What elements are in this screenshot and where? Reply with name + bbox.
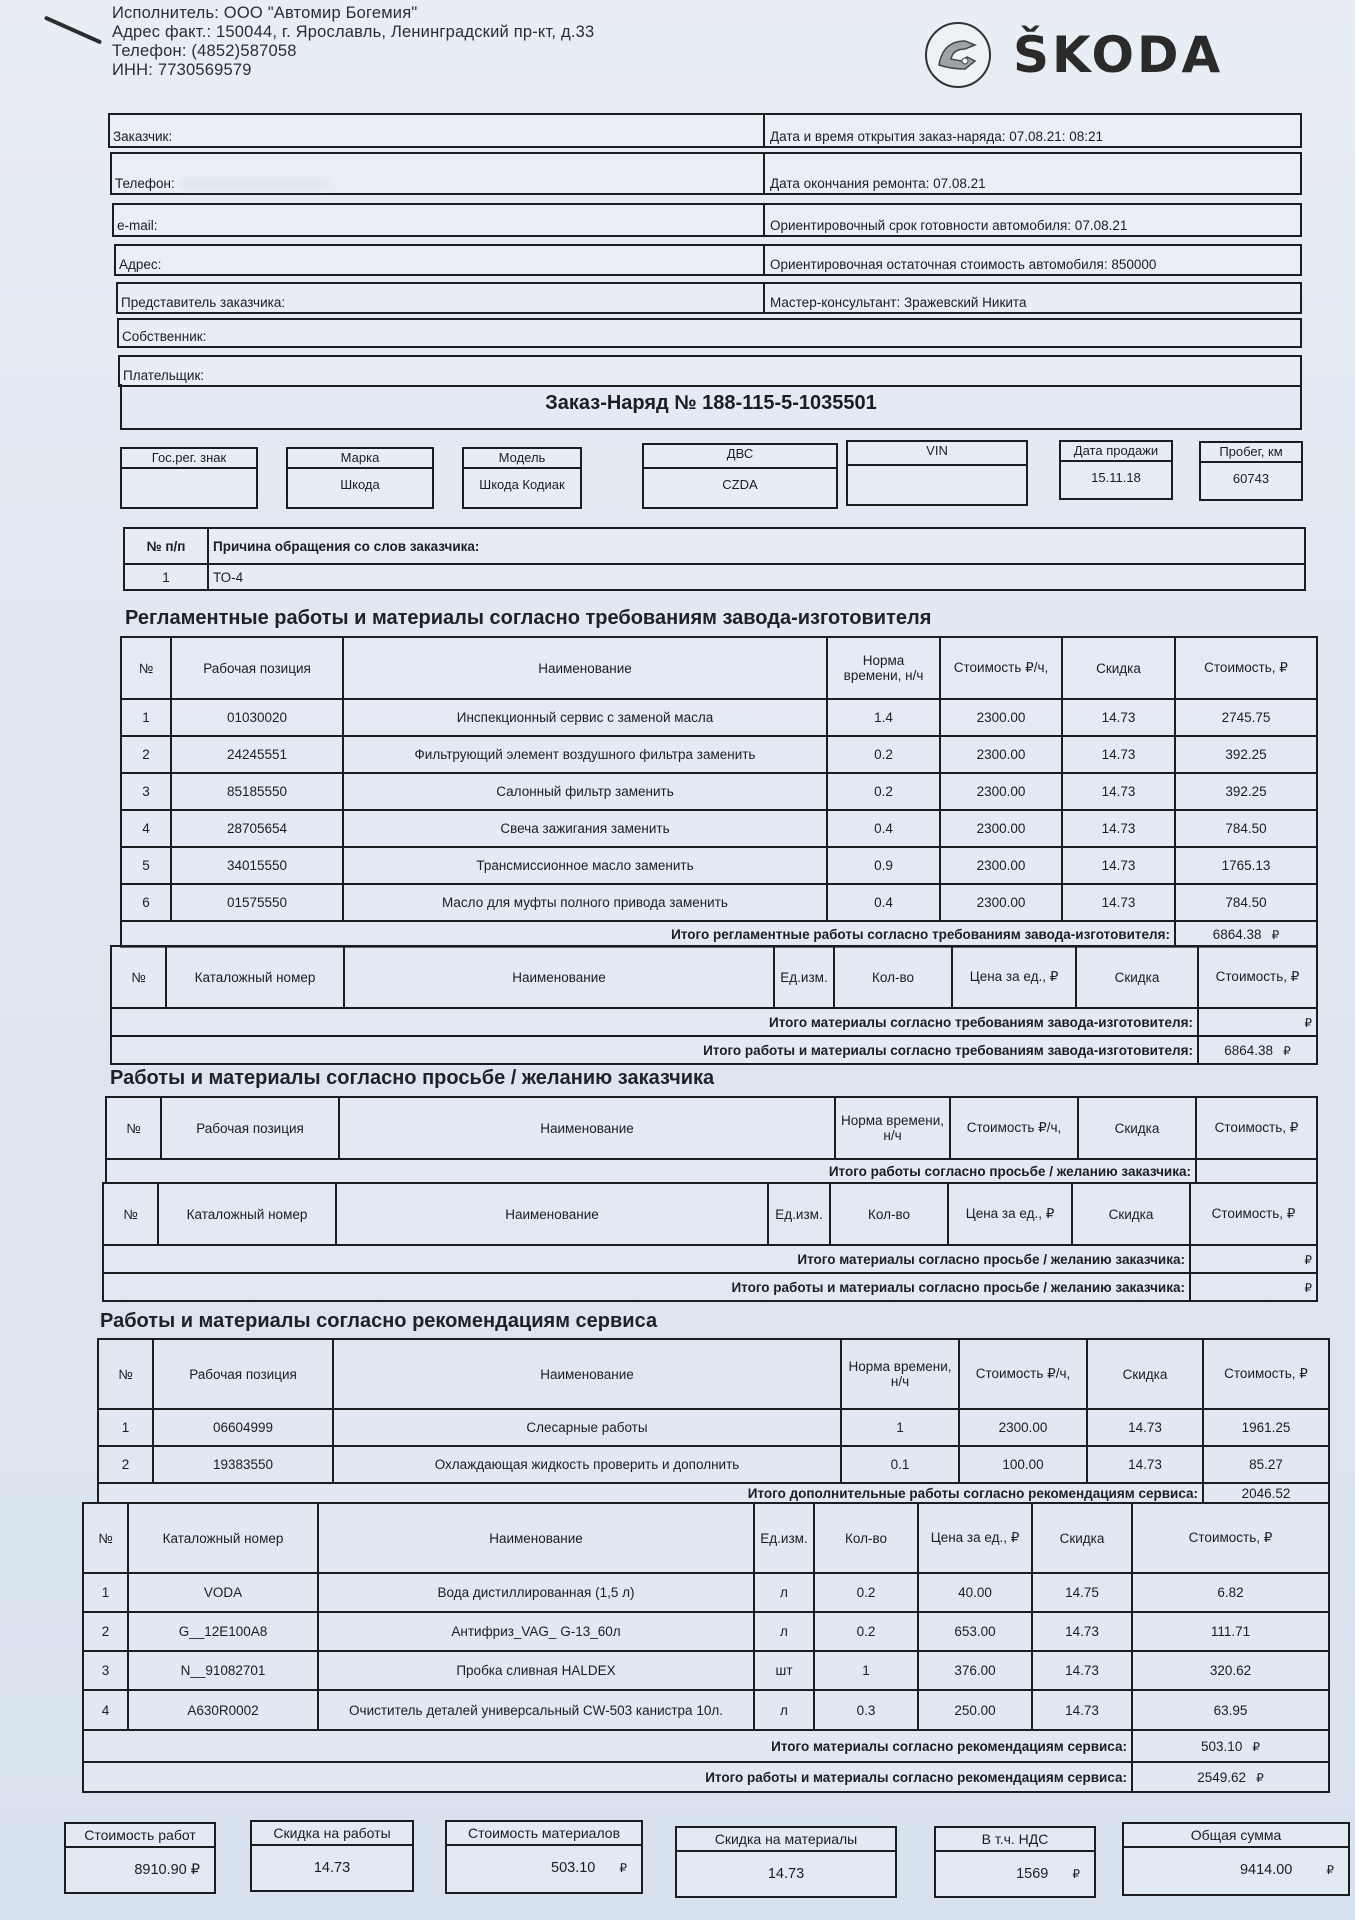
grand-total-row (103, 1273, 1317, 1301)
column-header: Кол-во (830, 1183, 948, 1245)
table-cell: 6 (121, 884, 171, 921)
table-cell: 14.73 (1062, 773, 1175, 810)
ruble-sign: ₽ (1326, 1863, 1334, 1877)
column-header: Наименование (318, 1503, 754, 1573)
ruble-sign: ₽ (1271, 927, 1280, 942)
master-consultant: Мастер-консультант: Зражевский Никита (770, 295, 1027, 310)
column-header: № (98, 1339, 153, 1409)
table-cell: 14.73 (1062, 736, 1175, 773)
reason-table (123, 527, 1306, 591)
table-header-row (121, 637, 1317, 699)
table-cell: 784.50 (1175, 884, 1317, 921)
table-cell: л (754, 1612, 814, 1651)
email-label: e-mail: (117, 218, 158, 233)
table-cell: 01575550 (171, 884, 343, 921)
table-cell: л (754, 1690, 814, 1730)
table-cell: Итого работы и материалы согласно рекомендациям сервиса: (83, 1762, 1132, 1792)
table-cell: 0.3 (814, 1690, 918, 1730)
ruble-sign: ₽ (1283, 1043, 1291, 1058)
column-header: Каталожный номер (158, 1183, 336, 1245)
table-cell: 24245551 (171, 736, 343, 773)
column-header: Цена за ед., ₽ (948, 1183, 1072, 1245)
table-cell: 2745.75 (1175, 699, 1317, 736)
vat-value: 1569 (1016, 1866, 1049, 1882)
grand-total-row (83, 1762, 1329, 1792)
table-row (121, 699, 1317, 736)
column-header: Цена за ед., ₽ (918, 1503, 1032, 1573)
section2-materials-table (102, 1182, 1318, 1302)
skoda-arrow-logo-icon (925, 22, 991, 88)
works-discount-label: Скидка на работы (252, 1822, 412, 1846)
table-cell: 6.82 (1132, 1573, 1329, 1612)
pen-mark (44, 16, 102, 45)
table-cell: Итого материалы согласно рекомендациям сервиса: (83, 1730, 1132, 1762)
table-cell: 0.1 (841, 1446, 959, 1483)
sale-date-value: 15.11.18 (1091, 470, 1141, 485)
table-cell: Трансмиссионное масло заменить (343, 847, 827, 884)
owner-label: Собственник: (122, 329, 207, 344)
table-row (83, 1651, 1329, 1690)
works-cost-value: 8910.90 (134, 1862, 187, 1878)
executor-info (112, 4, 594, 80)
table-cell (1196, 1159, 1317, 1183)
column-header: Рабочая позиция (153, 1339, 333, 1409)
column-header: Норма времени, н/ч (841, 1339, 959, 1409)
model-value: Шкода Кодиак (479, 477, 565, 492)
ruble-sign: ₽ (1304, 1280, 1312, 1295)
table-cell: Масло для муфты полного привода заменить (343, 884, 827, 921)
column-header: № (121, 637, 171, 699)
column-header: Стоимость, ₽ (1196, 1097, 1317, 1159)
table-cell: A630R0002 (128, 1690, 318, 1730)
table-row (98, 1409, 1329, 1446)
table-cell: 1 (83, 1573, 128, 1612)
representative-label: Представитель заказчика: (121, 295, 286, 310)
section2-works-table (105, 1096, 1318, 1184)
table-cell: л (754, 1573, 814, 1612)
sale-date-box (1059, 440, 1173, 500)
table-header-row (83, 1503, 1329, 1573)
column-header: Кол-во (834, 946, 952, 1008)
column-header: Стоимость, ₽ (1203, 1339, 1329, 1409)
table-row (83, 1690, 1329, 1730)
column-header: Скидка (1072, 1183, 1190, 1245)
table-cell: 111.71 (1132, 1612, 1329, 1651)
works-total-row (98, 1483, 1329, 1503)
column-header: Рабочая позиция (171, 637, 343, 699)
table-cell: 3 (121, 773, 171, 810)
section1-materials-table (110, 945, 1318, 1065)
executor-name: Исполнитель: ООО "Автомир Богемия" (112, 4, 418, 22)
column-header: Стоимость ₽/ч, (940, 637, 1062, 699)
engine-box (642, 443, 838, 509)
table-header-row (103, 1183, 1317, 1245)
table-cell: 100.00 (959, 1446, 1087, 1483)
column-header: Скидка (1087, 1339, 1203, 1409)
table-cell: 2300.00 (940, 736, 1062, 773)
table-row (121, 736, 1317, 773)
ruble-sign: ₽ (1252, 1739, 1260, 1754)
table-cell: 2046.52 (1203, 1483, 1329, 1503)
vin-box (846, 440, 1028, 506)
works-total-row (121, 921, 1317, 947)
vin-value (848, 466, 1026, 474)
materials-total-row (83, 1730, 1329, 1762)
model-label: Модель (464, 449, 580, 469)
phone-label: Телефон: (115, 176, 329, 191)
table-cell: Итого работы и материалы согласно просьбе / желанию заказчика: (103, 1273, 1190, 1301)
table-cell: 392.25 (1175, 736, 1317, 773)
table-cell: 6864.38 ₽ (1198, 1036, 1317, 1064)
model-box (462, 447, 582, 509)
table-cell: Слесарные работы (333, 1409, 841, 1446)
vat-box (934, 1826, 1096, 1898)
ruble-sign: ₽ (1304, 1252, 1312, 1267)
table-header-row (98, 1339, 1329, 1409)
column-header: Каталожный номер (128, 1503, 318, 1573)
table-row (121, 884, 1317, 921)
table-cell: 4 (121, 810, 171, 847)
owner-row (117, 318, 1302, 348)
section1-title: Регламентные работы и материалы согласно требованиям завода-изготовителя (125, 607, 932, 629)
table-cell: 2300.00 (940, 810, 1062, 847)
table-cell: 14.73 (1087, 1446, 1203, 1483)
column-header: Скидка (1078, 1097, 1196, 1159)
total-label: Общая сумма (1124, 1824, 1348, 1848)
reason-num-header: № п/п (124, 528, 208, 564)
materials-total-row (103, 1245, 1317, 1273)
table-cell: Охлаждающая жидкость проверить и дополнить (333, 1446, 841, 1483)
ruble-sign: ₽ (1072, 1867, 1080, 1881)
table-cell: 0.2 (827, 773, 940, 810)
executor-inn: ИНН: 7730569579 (112, 61, 252, 79)
table-cell: 250.00 (918, 1690, 1032, 1730)
materials-discount-box (675, 1826, 897, 1898)
brand-value: Шкода (340, 477, 380, 492)
materials-cost-value: 503.10 (551, 1860, 596, 1876)
sale-date-label: Дата продажи (1061, 442, 1171, 462)
table-cell: 01030020 (171, 699, 343, 736)
column-header: Наименование (333, 1339, 841, 1409)
column-header: Наименование (336, 1183, 768, 1245)
table-row (121, 773, 1317, 810)
ruble-sign: ₽ (1304, 1015, 1312, 1030)
table-cell: Свеча зажигания заменить (343, 810, 827, 847)
table-cell: 28705654 (171, 810, 343, 847)
ruble-sign: ₽ (619, 1861, 627, 1875)
column-header: Кол-во (814, 1503, 918, 1573)
column-header: Ед.изм. (754, 1503, 814, 1573)
address-label: Адрес: (119, 257, 162, 272)
table-cell: 0.4 (827, 810, 940, 847)
engine-value: CZDA (722, 477, 758, 492)
reason-row (124, 564, 1305, 590)
table-cell (1198, 1008, 1317, 1036)
customer-label: Заказчик: (113, 129, 173, 144)
payer-label: Плательщик: (123, 368, 205, 383)
works-total-value: 6864.38 (1212, 926, 1262, 942)
table-cell: Итого материалы согласно требованиям завода-изготовителя: (111, 1008, 1198, 1036)
mileage-label: Пробег, км (1201, 443, 1301, 463)
table-cell: 392.25 (1175, 773, 1317, 810)
column-header: Цена за ед., ₽ (952, 946, 1076, 1008)
phone-row (110, 152, 1302, 195)
materials-total-row (111, 1008, 1317, 1036)
table-cell: 653.00 (918, 1612, 1032, 1651)
column-header: Скидка (1076, 946, 1198, 1008)
table-cell: 2300.00 (940, 884, 1062, 921)
table-cell: 1 (98, 1409, 153, 1446)
table-cell: 784.50 (1175, 810, 1317, 847)
table-row (121, 810, 1317, 847)
table-cell: 2 (98, 1446, 153, 1483)
table-cell: 40.00 (918, 1573, 1032, 1612)
column-header: Стоимость, ₽ (1175, 637, 1317, 699)
table-cell: Итого дополнительные работы согласно рекомендациям сервиса: (98, 1483, 1203, 1503)
table-cell: 14.73 (1062, 847, 1175, 884)
table-cell: 5 (121, 847, 171, 884)
table-cell: 63.95 (1132, 1690, 1329, 1730)
logo-wordmark: ŠKODA (1013, 26, 1224, 84)
executor-phone: Телефон: (4852)587058 (112, 42, 297, 60)
column-header: Наименование (343, 637, 827, 699)
works-total-row (106, 1159, 1317, 1183)
table-cell: Антифриз_VAG_ G-13_60л (318, 1612, 754, 1651)
plate-label: Гос.рег. знак (122, 449, 256, 469)
section3-materials-table (82, 1502, 1330, 1793)
table-cell: 0.2 (814, 1573, 918, 1612)
table-cell: 1.4 (827, 699, 940, 736)
table-cell: 503.10 ₽ (1132, 1730, 1329, 1762)
plate-value (122, 469, 256, 477)
column-header: Ед.изм. (768, 1183, 830, 1245)
table-cell: 14.73 (1032, 1612, 1132, 1651)
plate-box (120, 447, 258, 509)
table-cell: 34015550 (171, 847, 343, 884)
reason-header: Причина обращения со слов заказчика: (208, 528, 1305, 564)
payer-row (118, 355, 1302, 387)
column-header: № (106, 1097, 161, 1159)
table-cell: 2300.00 (940, 699, 1062, 736)
works-discount-box (250, 1820, 414, 1892)
repair-end-date: Дата окончания ремонта: 07.08.21 (770, 176, 986, 191)
table-cell: 1 (841, 1409, 959, 1446)
engine-label: ДВС (644, 445, 836, 469)
table-cell: 19383550 (153, 1446, 333, 1483)
works-discount-value: 14.73 (313, 1860, 351, 1876)
brand-label: Марка (288, 449, 432, 469)
mileage-box (1199, 441, 1303, 501)
ruble-sign: ₽ (1256, 1770, 1264, 1785)
column-header: Рабочая позиция (161, 1097, 339, 1159)
vat-label: В т.ч. НДС (936, 1828, 1094, 1852)
table-cell: 0.9 (827, 847, 940, 884)
table-cell: Итого материалы согласно просьбе / желанию заказчика: (103, 1245, 1190, 1273)
column-header: Стоимость ₽/ч, (959, 1339, 1087, 1409)
works-cost-label: Стоимость работ (66, 1824, 214, 1848)
table-cell (1175, 921, 1317, 947)
residual-value: Ориентировочная остаточная стоимость автомобиля: 850000 (770, 257, 1157, 272)
table-cell: 0.2 (814, 1612, 918, 1651)
table-cell: Вода дистиллированная (1,5 л) (318, 1573, 754, 1612)
table-cell: Итого работы согласно просьбе / желанию заказчика: (106, 1159, 1196, 1183)
brand-box (286, 447, 434, 509)
table-row (83, 1573, 1329, 1612)
table-cell: 85185550 (171, 773, 343, 810)
mileage-value: 60743 (1232, 471, 1270, 486)
column-header: № (83, 1503, 128, 1573)
materials-discount-label: Скидка на материалы (677, 1828, 895, 1852)
column-header: Ед.изм. (774, 946, 834, 1008)
table-cell: 1 (124, 564, 208, 590)
table-cell: 376.00 (918, 1651, 1032, 1690)
table-cell: 2 (83, 1612, 128, 1651)
table-cell: N__91082701 (128, 1651, 318, 1690)
table-cell: 14.75 (1032, 1573, 1132, 1612)
column-header: Наименование (344, 946, 774, 1008)
table-cell: 14.73 (1062, 810, 1175, 847)
table-header-row (106, 1097, 1317, 1159)
column-header: Стоимость, ₽ (1198, 946, 1317, 1008)
table-cell: шт (754, 1651, 814, 1690)
vin-label: VIN (848, 442, 1026, 466)
ruble-sign: ₽ (190, 1862, 200, 1878)
skoda-logo (925, 22, 1223, 88)
column-header: Стоимость ₽/ч, (950, 1097, 1078, 1159)
column-header: № (103, 1183, 158, 1245)
table-cell: 14.73 (1032, 1651, 1132, 1690)
section3-works-table (97, 1338, 1330, 1504)
table-cell: Итого работы и материалы согласно требованиям завода-изготовителя: (111, 1036, 1198, 1064)
table-cell: Очиститель деталей универсальный CW-503 канистра 10л. (318, 1690, 754, 1730)
table-cell: 06604999 (153, 1409, 333, 1446)
table-cell: 14.73 (1062, 884, 1175, 921)
section2-title: Работы и материалы согласно просьбе / желанию заказчика (110, 1067, 715, 1089)
table-cell: 0.4 (827, 884, 940, 921)
table-cell: Инспекционный сервис с заменой масла (343, 699, 827, 736)
section3-title: Работы и материалы согласно рекомендациям сервиса (100, 1310, 658, 1332)
total-value: 9414.00 (1239, 1862, 1293, 1878)
customer-row (108, 113, 1302, 148)
table-cell (1190, 1273, 1317, 1301)
table-cell: 2 (121, 736, 171, 773)
address-row (114, 244, 1302, 276)
table-cell: 2300.00 (959, 1409, 1087, 1446)
table-cell: 85.27 (1203, 1446, 1329, 1483)
table-cell: 1765.13 (1175, 847, 1317, 884)
table-cell: 4 (83, 1690, 128, 1730)
section1-works-table (120, 636, 1318, 948)
column-header: Наименование (339, 1097, 835, 1159)
ready-date: Ориентировочный срок готовности автомобиля: 07.08.21 (770, 218, 1128, 233)
open-datetime: Дата и время открытия заказ-наряда: 07.08.21: 08:21 (770, 129, 1104, 144)
table-cell: VODA (128, 1573, 318, 1612)
table-cell: ТО-4 (208, 564, 1305, 590)
column-header: Стоимость, ₽ (1190, 1183, 1317, 1245)
table-cell: 1961.25 (1203, 1409, 1329, 1446)
table-row (83, 1612, 1329, 1651)
table-cell: 1 (121, 699, 171, 736)
column-header: Скидка (1032, 1503, 1132, 1573)
column-header: Стоимость, ₽ (1132, 1503, 1329, 1573)
table-cell: 2549.62 ₽ (1132, 1762, 1329, 1792)
table-cell: Пробка сливная HALDEX (318, 1651, 754, 1690)
table-cell: Итого регламентные работы согласно требованиям завода-изготовителя: (121, 921, 1175, 947)
column-header: Норма времени, н/ч (835, 1097, 950, 1159)
table-cell: Салонный фильтр заменить (343, 773, 827, 810)
table-cell: 14.73 (1032, 1690, 1132, 1730)
table-row (98, 1446, 1329, 1483)
materials-cost-box (445, 1820, 643, 1894)
column-header: Норма времени, н/ч (827, 637, 940, 699)
materials-discount-value: 14.73 (767, 1866, 805, 1882)
executor-address: Адрес факт.: 150044, г. Ярославль, Ленинградский пр-кт, д.33 (112, 23, 595, 41)
table-cell: 0.2 (827, 736, 940, 773)
redacted-phone (179, 178, 329, 190)
materials-cost-label: Стоимость материалов (447, 1822, 641, 1846)
grand-total-row (111, 1036, 1317, 1064)
table-cell: G__12E100A8 (128, 1612, 318, 1651)
table-cell: 14.73 (1087, 1409, 1203, 1446)
table-cell: 14.73 (1062, 699, 1175, 736)
representative-row (116, 282, 1302, 314)
column-header: Каталожный номер (166, 946, 344, 1008)
table-cell (1190, 1245, 1317, 1273)
table-cell: 1 (814, 1651, 918, 1690)
table-cell: 320.62 (1132, 1651, 1329, 1690)
column-header: № (111, 946, 166, 1008)
table-cell: 3 (83, 1651, 128, 1690)
table-row (121, 847, 1317, 884)
total-box (1122, 1822, 1350, 1896)
column-header: Скидка (1062, 637, 1175, 699)
email-row (112, 203, 1302, 237)
order-title: Заказ-Наряд № 188-115-5-1035501 (120, 384, 1302, 430)
table-cell: 2300.00 (940, 847, 1062, 884)
works-cost-box (64, 1822, 216, 1894)
table-cell: 2300.00 (940, 773, 1062, 810)
table-header-row (111, 946, 1317, 1008)
table-cell: Фильтрующий элемент воздушного фильтра заменить (343, 736, 827, 773)
